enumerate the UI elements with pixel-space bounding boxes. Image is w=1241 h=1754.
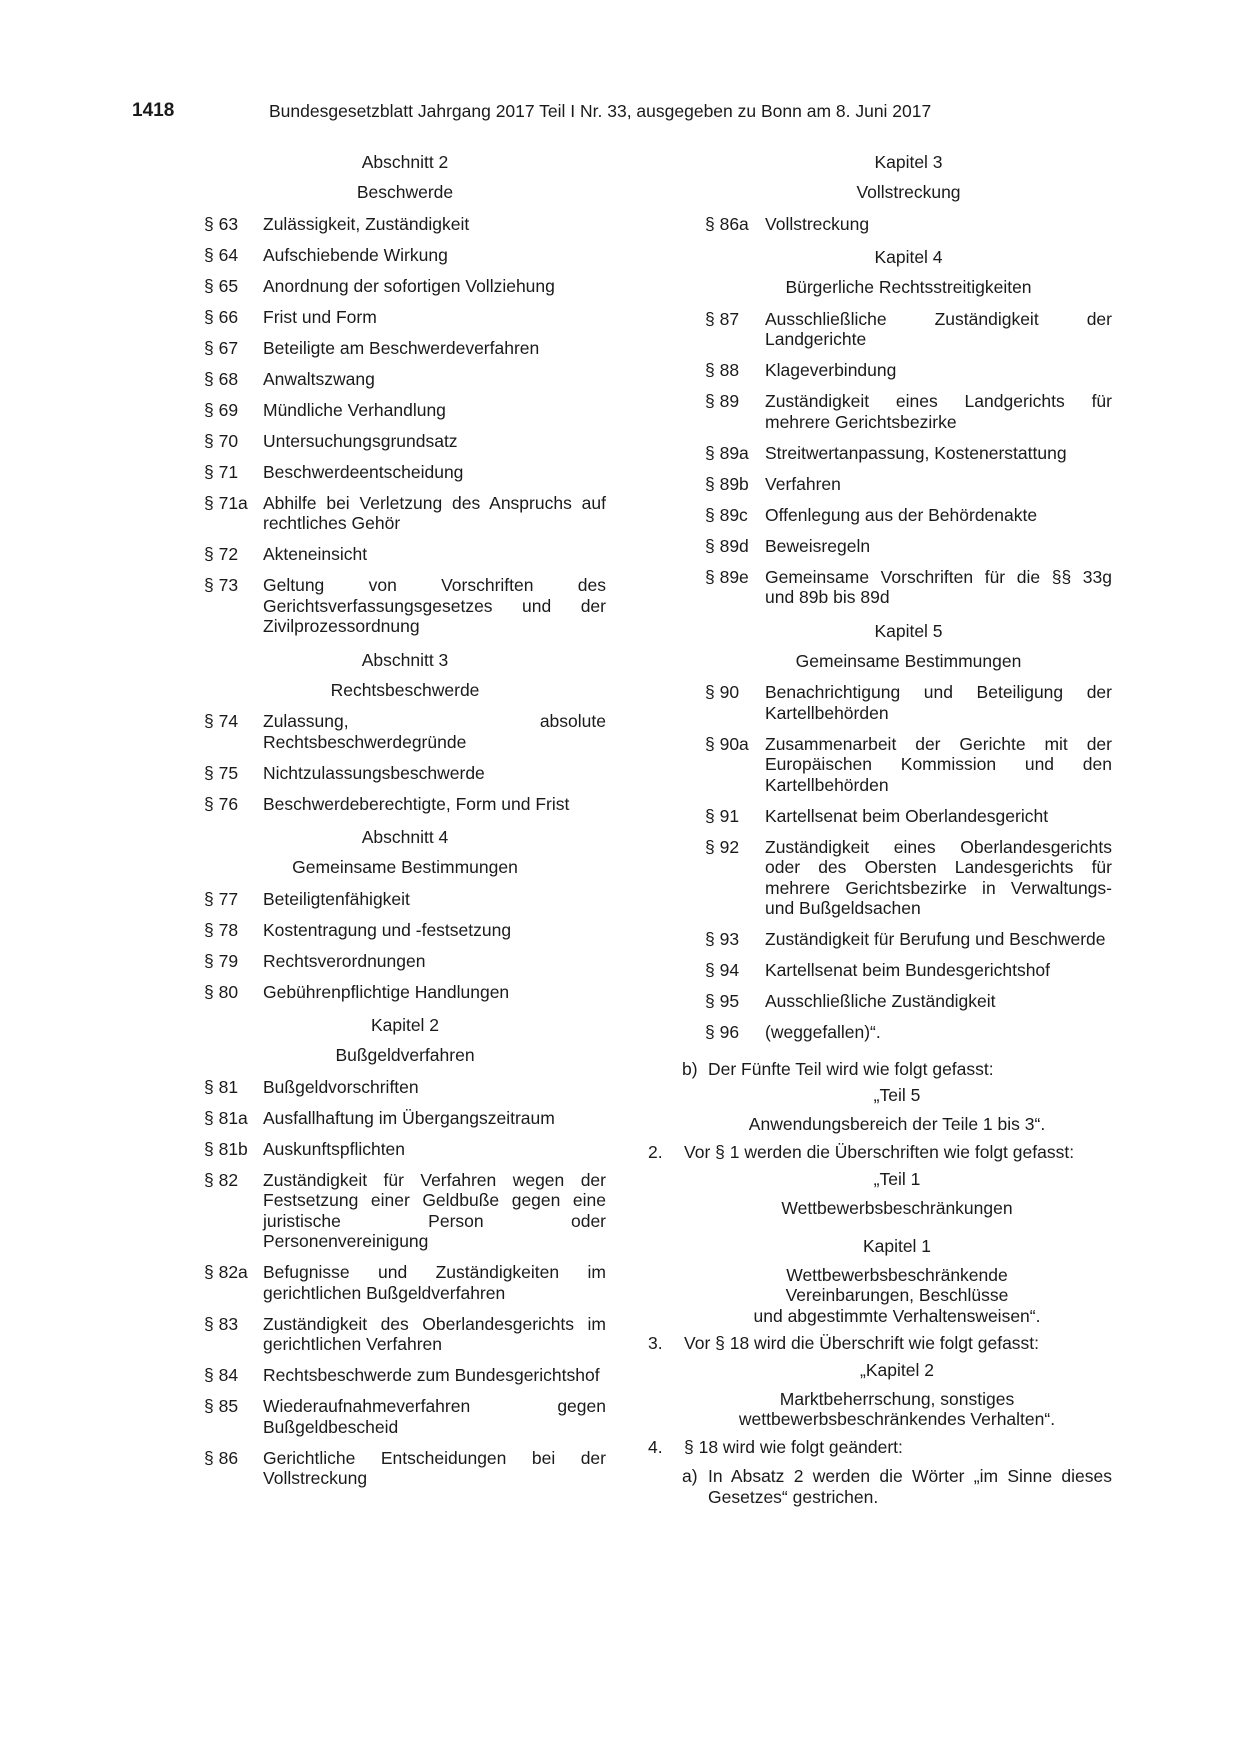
paragraph-number: § 89e [705, 566, 749, 587]
right-column [648, 152, 1112, 1507]
toc-entry [204, 763, 606, 784]
paragraph-number: § 76 [204, 793, 239, 814]
paragraph-number: § 81 [204, 1076, 239, 1097]
paragraph-title: Rechtsbeschwerde zum Bundesgerichtshof [263, 1365, 600, 1385]
toc-entry [204, 431, 606, 452]
paragraph-title: Zulassung, absolute Rechtsbeschwerdegründe [263, 711, 606, 752]
paragraph-number: § 63 [204, 213, 239, 234]
paragraph-title: Kostentragung und -festsetzung [263, 919, 512, 940]
paragraph-title: Zuständigkeit eines Landgerichts für mehrere Gerichtsbezirke [765, 391, 1112, 432]
toc-entry [204, 400, 606, 421]
toc-entry [204, 794, 606, 815]
toc-entry [204, 1170, 606, 1252]
item-text: Vor § 1 werden die Überschriften wie folgt gefasst: [684, 1142, 1075, 1162]
paragraph-title: Zusammenarbeit der Gerichte mit der Europäischen Kommission und den Kartellbehörden [765, 733, 1112, 795]
chapter-heading: Kapitel 5 [874, 620, 943, 641]
chapter-subheading-line: und abgestimmte Verhaltensweisen“. [753, 1305, 1041, 1326]
section-heading: Abschnitt 4 [361, 827, 449, 847]
toc-entry [204, 544, 606, 565]
chapter-heading: Kapitel 3 [874, 152, 943, 172]
paragraph-number: § 88 [705, 360, 740, 380]
amendment-item-3 [648, 1333, 1112, 1354]
sub-item-text: Der Fünfte Teil wird wie folgt gefasst: [708, 1058, 994, 1079]
toc-entry [648, 929, 1112, 950]
chapter-subheading-line: Marktbeherrschung, sonstiges [779, 1388, 1015, 1409]
left-column [204, 152, 606, 1489]
paragraph-number: § 95 [705, 991, 740, 1011]
part-heading: „Teil 5 [873, 1085, 921, 1105]
paragraph-number: § 64 [204, 244, 239, 265]
part-subheading: Anwendungsbereich der Teile 1 bis 3“. [748, 1114, 1046, 1134]
item-number: 4. [648, 1436, 663, 1457]
paragraph-number: § 82a [204, 1262, 248, 1282]
paragraph-title: Ausschließliche Zuständigkeit [765, 991, 996, 1011]
toc-entry [204, 276, 606, 297]
paragraph-number: § 75 [204, 762, 239, 783]
toc-entry [204, 214, 606, 235]
toc-entry [204, 920, 606, 941]
paragraph-title: Beteiligtenfähigkeit [263, 888, 410, 909]
toc-entry [648, 536, 1112, 557]
toc-entry [204, 1139, 606, 1160]
toc-entry [204, 245, 606, 266]
toc-entry [648, 214, 1112, 235]
chapter-subheading-line: Wettbewerbsbeschränkende [786, 1264, 1008, 1285]
gazette-line: Bundesgesetzblatt Jahrgang 2017 Teil I Nr. 33, ausgegeben zu Bonn am 8. Juni 2017 [269, 101, 932, 121]
toc-entry [204, 1365, 606, 1386]
toc-entry [204, 338, 606, 359]
paragraph-title: Befugnisse und Zuständigkeiten im gerichtlichen Bußgeldverfahren [263, 1262, 606, 1303]
toc-entry [204, 462, 606, 483]
paragraph-number: § 89 [705, 391, 740, 411]
paragraph-title: Beteiligte am Beschwerdeverfahren [263, 337, 540, 358]
section-subheading: Beschwerde [356, 182, 454, 202]
chapter-heading: Kapitel 2 [370, 1015, 440, 1035]
paragraph-number: § 71 [204, 461, 239, 482]
paragraph-number: § 74 [204, 711, 239, 731]
toc-entry [648, 682, 1112, 723]
page-number: 1418 [132, 100, 175, 121]
paragraph-number: § 83 [204, 1313, 239, 1334]
paragraph-number: § 96 [705, 1022, 740, 1042]
item-number: 2. [648, 1142, 663, 1162]
toc-entry [648, 360, 1112, 381]
paragraph-title: Streitwertanpassung, Kostenerstattung [765, 442, 1067, 463]
section-heading: Abschnitt 3 [361, 649, 449, 670]
chapter-subheading: Bürgerliche Rechtsstreitigkeiten [785, 277, 1032, 297]
chapter-subheading: Gemeinsame Bestimmungen [795, 650, 1022, 671]
paragraph-title: Gemeinsame Vorschriften für die §§ 33g und 89b bis 89d [765, 566, 1112, 607]
paragraph-title: Zuständigkeit des Oberlandesgerichts im gerichtlichen Verfahren [263, 1313, 606, 1354]
paragraph-title: Abhilfe bei Verletzung des Anspruchs auf rechtliches Gehör [263, 492, 606, 533]
paragraph-title: Aufschiebende Wirkung [263, 244, 448, 265]
paragraph-title: Kartellsenat beim Bundesgerichtshof [765, 960, 1051, 980]
toc-entry [204, 711, 606, 752]
chapter-subheading: Vollstreckung [856, 182, 961, 202]
paragraph-number: § 86 [204, 1447, 239, 1468]
paragraph-title: Zuständigkeit eines Oberlandesgerichts oder des Obersten Landesgerichts für mehrere Gerichtsbezirke in Verwaltungs- und Bußgeldsachen [765, 836, 1112, 918]
sub-item-a [648, 1466, 1112, 1507]
paragraph-number: § 91 [705, 805, 740, 826]
toc-entry [648, 505, 1112, 526]
paragraph-number: § 85 [204, 1396, 239, 1416]
paragraph-number: § 94 [705, 960, 740, 980]
sub-item-label: b) [682, 1058, 698, 1079]
paragraph-number: § 90 [705, 682, 740, 702]
toc-list [648, 214, 1112, 235]
sub-item-label: a) [682, 1466, 698, 1486]
section-heading: Abschnitt 2 [361, 152, 449, 172]
toc-entry [204, 575, 606, 637]
toc-list [648, 309, 1112, 608]
toc-entry [648, 309, 1112, 350]
paragraph-title: Offenlegung aus der Behördenakte [765, 504, 1038, 525]
paragraph-title: Benachrichtigung und Beteiligung der Kartellbehörden [765, 682, 1112, 723]
paragraph-number: § 90a [705, 733, 749, 754]
paragraph-title: Akteneinsicht [263, 544, 368, 564]
paragraph-title: Geltung von Vorschriften des Gerichtsverfassungsgesetzes und der Zivilprozessordnung [263, 575, 606, 636]
toc-entry [648, 567, 1112, 608]
paragraph-title: Beschwerdeberechtigte, Form und Frist [263, 793, 570, 814]
toc-entry [204, 1077, 606, 1098]
paragraph-title: Nichtzulassungsbeschwerde [263, 762, 485, 783]
section-subheading: Gemeinsame Bestimmungen [292, 857, 518, 877]
paragraph-title: Beschwerdeentscheidung [263, 461, 464, 482]
paragraph-title: Gerichtliche Entscheidungen bei der Vollstreckung [263, 1447, 606, 1488]
paragraph-number: § 69 [204, 399, 239, 420]
toc-entry [204, 1108, 606, 1129]
paragraph-title: Rechtsverordnungen [263, 950, 426, 971]
toc-entry [204, 1396, 606, 1437]
toc-entry [204, 889, 606, 910]
paragraph-number: § 80 [204, 981, 239, 1002]
toc-entry [204, 1314, 606, 1355]
toc-entry [648, 837, 1112, 919]
chapter-heading: „Kapitel 2 [860, 1359, 934, 1380]
toc-entry [204, 951, 606, 972]
paragraph-number: § 73 [204, 575, 239, 595]
paragraph-title: Vollstreckung [765, 213, 870, 234]
toc-entry [648, 474, 1112, 495]
paragraph-number: § 87 [705, 308, 740, 329]
paragraph-number: § 66 [204, 306, 239, 327]
toc-entry [648, 391, 1112, 432]
toc-entry [204, 369, 606, 390]
paragraph-number: § 70 [204, 430, 239, 451]
paragraph-title: Kartellsenat beim Oberlandesgericht [765, 805, 1049, 826]
toc-list [648, 682, 1112, 1043]
chapter-subheading-line: wettbewerbsbeschränkendes Verhalten“. [738, 1409, 1056, 1429]
paragraph-title: Zuständigkeit für Berufung und Beschwerde [765, 929, 1106, 949]
sub-item-b [648, 1059, 1112, 1080]
paragraph-number: § 89b [705, 473, 749, 494]
paragraph-title: (weggefallen)“. [765, 1022, 881, 1042]
paragraph-title: Bußgeldvorschriften [263, 1076, 419, 1097]
item-number: 3. [648, 1333, 663, 1353]
paragraph-number: § 89c [705, 504, 748, 525]
toc-entry [204, 982, 606, 1003]
item-text: § 18 wird wie folgt geändert: [684, 1436, 903, 1457]
paragraph-title: Beweisregeln [765, 535, 871, 556]
paragraph-title: Mündliche Verhandlung [263, 399, 446, 420]
paragraph-number: § 77 [204, 888, 239, 909]
paragraph-number: § 92 [705, 836, 740, 857]
chapter-heading: Kapitel 4 [874, 247, 943, 267]
paragraph-title: Anwaltszwang [263, 368, 375, 389]
paragraph-title: Zulässigkeit, Zuständigkeit [263, 213, 470, 234]
toc-entry [204, 307, 606, 328]
toc-entry [204, 493, 606, 534]
toc-entry [204, 1262, 606, 1303]
toc-entry [648, 806, 1112, 827]
paragraph-number: § 68 [204, 368, 239, 389]
paragraph-title: Ausschließliche Zuständigkeit der Landgerichte [765, 308, 1112, 349]
paragraph-title: Auskunftspflichten [263, 1138, 406, 1159]
toc-list [204, 214, 606, 637]
paragraph-title: Gebührenpflichtige Handlungen [263, 981, 510, 1002]
paragraph-number: § 81a [204, 1107, 248, 1128]
paragraph-number: § 93 [705, 929, 740, 949]
paragraph-title: Klageverbindung [765, 360, 897, 380]
paragraph-number: § 81b [204, 1138, 248, 1159]
item-text: Vor § 18 wird die Überschrift wie folgt gefasst: [684, 1333, 1040, 1353]
paragraph-number: § 65 [204, 275, 239, 296]
paragraph-title: Untersuchungsgrundsatz [263, 430, 458, 451]
paragraph-title: Verfahren [765, 473, 841, 494]
paragraph-number: § 78 [204, 919, 239, 940]
paragraph-title: Wiederaufnahmeverfahren gegen Bußgeldbescheid [263, 1396, 606, 1437]
paragraph-title: Ausfallhaftung im Übergangszeitraum [263, 1107, 555, 1128]
paragraph-number: § 79 [204, 950, 239, 971]
sub-item-text: In Absatz 2 werden die Wörter „im Sinne dieses Gesetzes“ gestrichen. [708, 1466, 1112, 1507]
section-subheading: Rechtsbeschwerde [330, 679, 480, 700]
paragraph-number: § 89a [705, 442, 749, 463]
page-header [132, 100, 1112, 126]
paragraph-number: § 84 [204, 1365, 239, 1385]
toc-entry [648, 1022, 1112, 1043]
toc-entry [204, 1448, 606, 1489]
paragraph-number: § 71a [204, 492, 248, 513]
paragraph-number: § 67 [204, 337, 239, 358]
amendment-item-4 [648, 1437, 1112, 1458]
part-heading: „Teil 1 [873, 1168, 921, 1189]
toc-list [204, 889, 606, 1003]
paragraph-title: Anordnung der sofortigen Vollziehung [263, 275, 555, 296]
toc-entry [648, 991, 1112, 1012]
paragraph-title: Zuständigkeit für Verfahren wegen der Festsetzung einer Geldbuße gegen eine juristische Person oder Personenvereinigung [263, 1169, 606, 1251]
paragraph-number: § 72 [204, 544, 239, 564]
part-subheading: Wettbewerbsbeschränkungen [781, 1197, 1013, 1218]
toc-entry [648, 443, 1112, 464]
chapter-subheading-line: Vereinbarungen, Beschlüsse [785, 1285, 1009, 1305]
paragraph-title: Frist und Form [263, 306, 377, 327]
toc-list [204, 1077, 606, 1489]
toc-entry [648, 734, 1112, 796]
toc-entry [648, 960, 1112, 981]
paragraph-number: § 86a [705, 213, 749, 234]
chapter-subheading: Bußgeldverfahren [335, 1045, 475, 1065]
paragraph-number: § 82 [204, 1169, 239, 1190]
amendment-item-2 [648, 1142, 1112, 1163]
chapter-heading: Kapitel 1 [862, 1235, 932, 1256]
toc-list [204, 711, 606, 814]
paragraph-number: § 89d [705, 535, 749, 556]
